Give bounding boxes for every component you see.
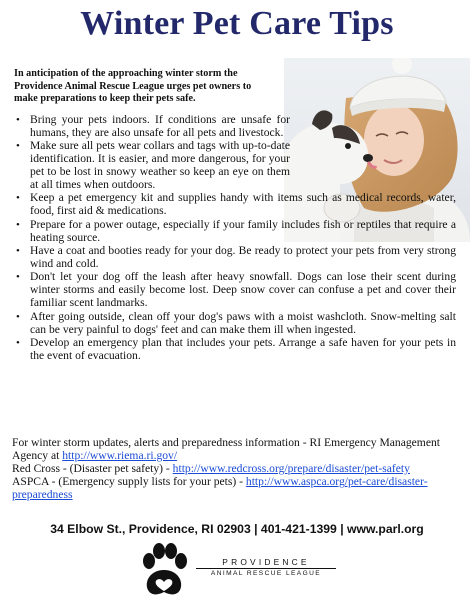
resources-section xyxy=(12,436,464,501)
page-title: Winter Pet Care Tips xyxy=(80,5,394,42)
redcross-resource xyxy=(12,462,464,475)
riema-text: For winter storm updates, alerts and preparedness information - RI Emergency Management Agency at xyxy=(12,436,440,463)
parl-logo xyxy=(138,542,348,598)
contact-line: 34 Elbow St., Providence, RI 02903 | 401-421-1399 | www.parl.org xyxy=(50,522,424,536)
logo-line-1: PROVIDENCE xyxy=(222,557,310,567)
redcross-link[interactable]: http://www.redcross.org/prepare/disaster/pet-safety xyxy=(172,462,410,476)
riema-resource xyxy=(12,436,464,462)
aspca-link[interactable]: http://www.aspca.org/pet-care/disaster-preparedness xyxy=(12,475,428,502)
list-item: • Develop an emergency plan that includes your pets. Arrange a safe haven for your pets in the event of evacuation. xyxy=(16,337,456,363)
intro-paragraph: In anticipation of the approaching winter storm the Providence Animal Rescue League urges pet owners to make preparations to keep their pets safe. xyxy=(14,68,252,105)
redcross-text: Red Cross - (Disaster pet safety) - xyxy=(12,462,173,476)
aspca-resource xyxy=(12,475,464,501)
list-item: • Don't let your dog off the leash after heavy snowfall. Dogs can lose their scent during winter storms and easily become lost. Deep snow cover can confuse a pet and cover their familiar scent landmarks. xyxy=(16,271,456,310)
list-item: • Prepare for a power outage, especially if your family includes fish or reptiles that require a heating source. xyxy=(16,219,456,245)
list-item: • Have a coat and booties ready for your dog. Be ready to protect your pets from very strong wind and cold. xyxy=(16,245,456,271)
list-item: • After going outside, clean off your dog's paws with a moist washcloth. Snow-melting salt can be very painful to dogs' feet and can make them ill when ingested. xyxy=(16,311,456,337)
aspca-text: ASPCA - (Emergency supply lists for your pets) - xyxy=(12,475,246,489)
logo-line-2: ANIMAL RESCUE LEAGUE xyxy=(210,570,322,577)
paw-print-icon xyxy=(138,542,190,598)
riema-link[interactable]: http://www.riema.ri.gov/ xyxy=(62,449,178,463)
tips-list xyxy=(16,114,456,363)
list-item: • Make sure all pets wear collars and tags with up-to-date identification. It is easier, and more dangerous, for your pet to be lost in snowy weather so keep an eye on them at all times when outdoors. xyxy=(16,140,290,192)
list-item: • Bring your pets indoors. If conditions are unsafe for humans, they are also unsafe for all pets and livestock. xyxy=(16,114,290,140)
list-item: • Keep a pet emergency kit and supplies handy with items such as medical records, water, food, first aid & medications. xyxy=(16,192,456,218)
logo-divider xyxy=(196,568,336,569)
